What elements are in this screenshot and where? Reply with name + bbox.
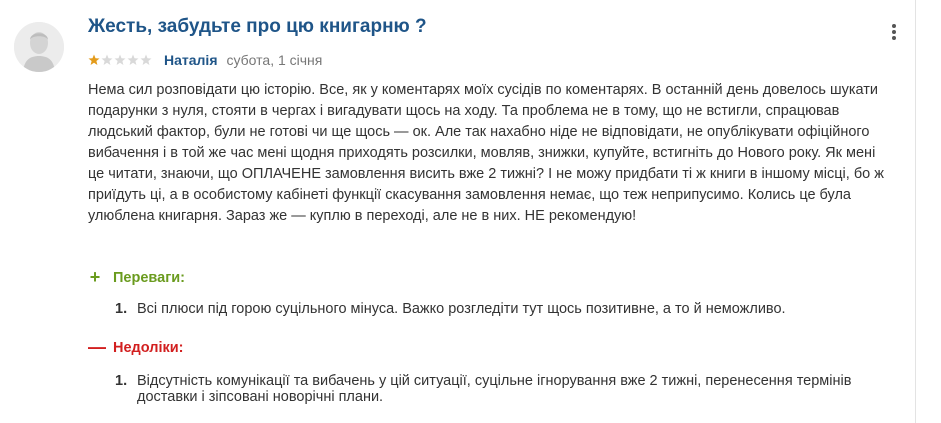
minus-icon: — [88,337,106,357]
rating-stars [88,54,153,66]
default-user-avatar-icon [14,22,64,72]
avatar [14,22,64,72]
list-item-number: 1. [115,373,128,389]
star-empty-icon [101,54,113,66]
star-empty-icon [140,54,152,66]
pros-label: Переваги: [113,269,185,286]
star-empty-icon [114,54,126,66]
pros-heading [88,267,185,288]
more-vertical-icon [884,22,904,44]
more-options-button[interactable] [884,22,904,44]
author-name[interactable]: Наталія [164,52,218,68]
star-empty-icon [127,54,139,66]
review-meta [88,51,322,69]
list-item-text: Всі плюси під горою суцільного мінуса. Важко розгледіти тут щось позитивне, а то й неможливо. [137,301,786,317]
review-title[interactable]: Жесть, забудьте про цю книгарню ? [88,16,427,37]
review-date: субота, 1 січня [226,52,323,68]
list-item-number: 1. [115,301,128,317]
plus-icon: + [89,267,101,287]
cons-heading [88,337,183,358]
cons-label: Недоліки: [113,339,184,356]
star-filled-icon [88,54,100,66]
list-item-text: Відсутність комунікації та вибачень у цій ситуації, суцільне ігнорування вже 2 тижні, перенесення термінів доставки і зіпсовані новорічні плани. [137,373,852,405]
review-text: Нема сил розповідати цю історію. Все, як у коментарях моїх сусідів по коментарях. В останній день довелось шукати подарунки з нуля, стояти в чергах і вигадувати щось на ходу. Та проблема не в тому, що не встигли, спрацював людський фактор, були не готові чи ще щось — ок. Але так нахабно ніде не відповідати, не опублікувати офіційного вибачення і в той же час мені щодня приходять розсилки, мовляв, знижки, купуйте, встигніть до Нового року. Як мені це читати, знаючи, що ОПЛАЧЕНЕ замовлення висить вже 2 тижні? І не можу придбати ті ж книги в іншому місці, бо ж приїдуть ці, а в особистому кабінеті функції скасування замовлення немає, що теж неприпусимо. Колись це була улюблена книгарня. Зараз же — куплю в переході, але не в них. НЕ рекомендую! [88,82,884,224]
